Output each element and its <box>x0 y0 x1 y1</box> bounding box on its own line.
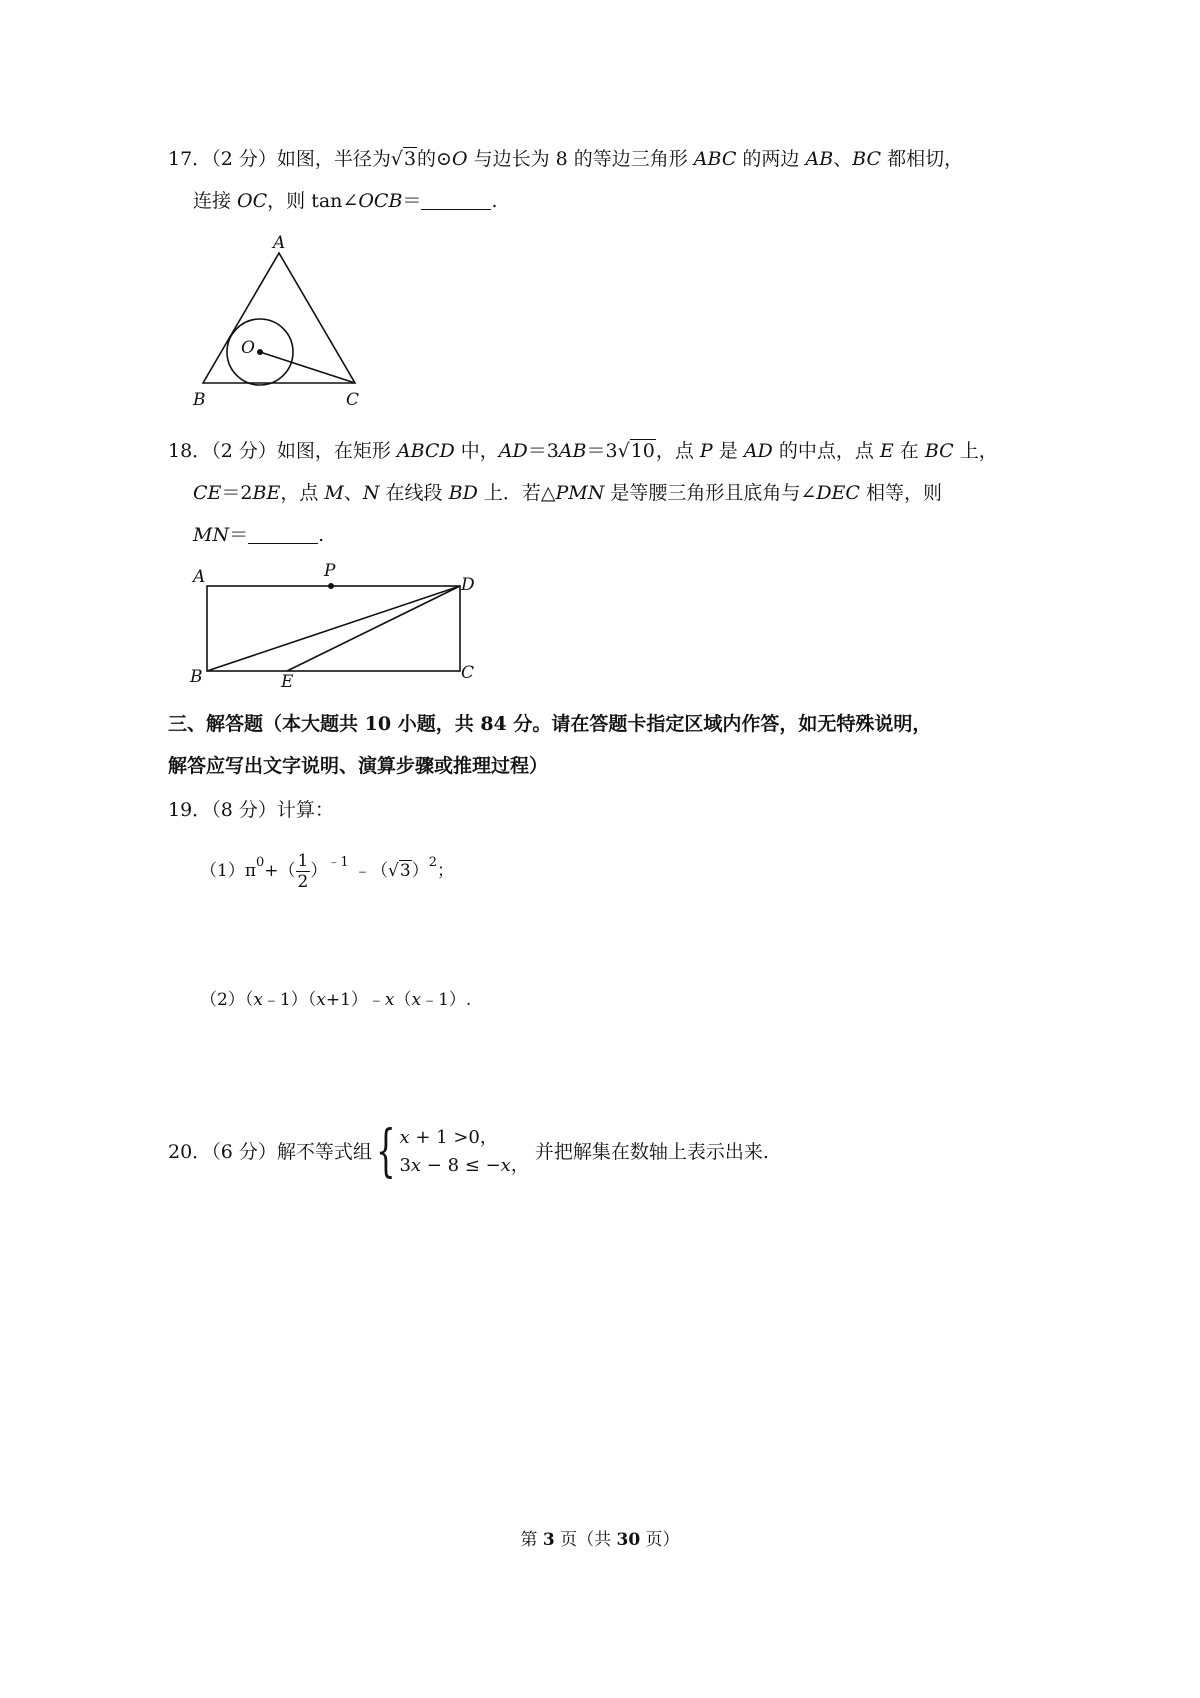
label-c: C <box>346 390 360 410</box>
q17-line1: 17．（2 分）如图，半径为√3的⊙O 与边长为 8 的等边三角形 ABC 的两边 AB、BC 都相切， <box>168 148 964 170</box>
segment-ed <box>287 586 460 671</box>
label-b: B <box>190 667 203 687</box>
label-e: E <box>281 672 294 690</box>
q19-part2: （2）（x﹣1）（x+1）﹣x（x﹣1）. <box>200 990 472 1010</box>
section-heading-line1: 三、解答题（本大题共 10 小题，共 84 分。请在答题卡指定区域内作答，如无特殊说明， <box>168 713 932 735</box>
label-a: A <box>193 567 206 587</box>
q17-line2: 连接 OC，则 tan∠OCB＝ . <box>193 190 498 212</box>
system-brace: { <box>375 1119 396 1184</box>
point-o <box>257 349 263 355</box>
q17-radius: 3 <box>403 148 417 170</box>
triangle-abc <box>203 253 355 383</box>
label-c: C <box>461 663 475 683</box>
q17-points: （2 分） <box>211 148 277 170</box>
segment-oc <box>260 352 355 383</box>
q18-line1: 18．（2 分）如图，在矩形 ABCD 中，AD＝3AB＝3√10，点 P 是 AD 的中点，点 E 在 BC 上， <box>168 440 998 462</box>
q17-figure <box>185 228 375 413</box>
section-heading-line2: 解答应写出文字说明、演算步骤或推理过程） <box>168 755 549 777</box>
q20: 20．（6 分）解不等式组{ 𝑥 + 1 >0， 3𝑥 − 8 ≤ −𝑥， 并把解集在数轴上表示出来. <box>168 1119 769 1184</box>
page-total: 30 <box>616 1530 641 1550</box>
q19-part1: $(1)\pi^0+$（ $\frac{1}{2}$ ）$^{﹣1}$ $﹣(√3)^2$； <box>200 851 454 892</box>
fraction-half: $\frac{1}{2}$ <box>297 851 309 892</box>
label-d: D <box>461 575 475 595</box>
page-number: 3 <box>542 1530 555 1550</box>
answer-blank[interactable] <box>248 523 318 544</box>
q18-line2: CE＝2BE，点 M、N 在线段 BD 上．若△PMN 是等腰三角形且底角与∠DEC 相等，则 <box>193 482 942 504</box>
label-b: B <box>193 390 206 410</box>
q17-number: 17． <box>168 148 212 170</box>
q18-line3: MN＝ . <box>193 524 325 546</box>
q19-title: 19．（8 分）计算： <box>168 799 334 821</box>
label-a: A <box>273 233 286 253</box>
label-o: O <box>241 338 255 358</box>
answer-blank[interactable] <box>421 189 491 210</box>
segment-bd <box>207 586 460 671</box>
q18-figure <box>185 560 485 690</box>
label-p: P <box>324 561 336 581</box>
page-footer: 第 3 页（共 30 页） <box>520 1530 680 1550</box>
point-p <box>328 583 334 589</box>
inequality-system: 𝑥 + 1 >0， 3𝑥 − 8 ≤ −𝑥， <box>399 1127 529 1176</box>
